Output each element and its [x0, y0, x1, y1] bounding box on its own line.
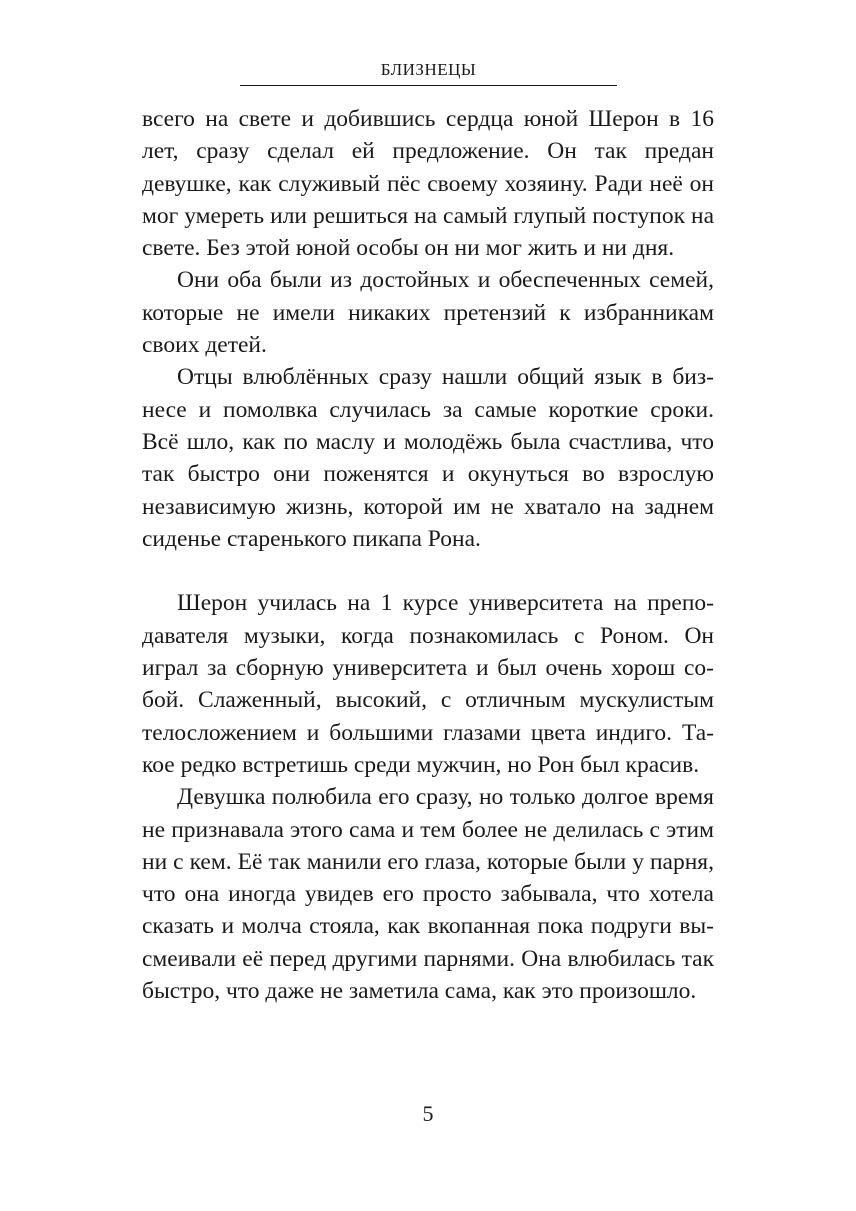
running-head: БЛИЗНЕЦЫ: [380, 60, 477, 79]
body-text: [142, 103, 714, 1007]
paragraph: Шерон училась на 1 курсе университета на преподавателя музыки, когда познакомилась с Роном. Он играл за сборную университета и был очень хорош собой. Слаженный, высокий, с отличным мускулистым телосложением и большими глазами цвета индиго. Такое редко встретишь среди мужчин, но Рон был красив.: [142, 590, 714, 778]
paragraph: Девушка полюбила его сразу, но только долгое время не признавала этого сама и тем более не делилась с этим ни с кем. Её так манили его глаза, которые были у парня, что она иногда увидев его просто забывала, что хотела сказать и молча стояла, как вкопанная пока подруги высмеивали её перед другими парнями. Она влюбилась так быстро, что даже не заметила сама, как это произошло.: [142, 784, 714, 1005]
page-number: 5: [422, 1101, 434, 1126]
paragraph: Отцы влюблённых сразу нашли общий язык в бизнесе и помолвка случилась за самые короткие сроки. Всё шло, как по маслу и молодёжь была счастлива, что так быстро они поженятся и окунуться во взрослую независимую жизнь, которой им не хватало на заднем сиденье старенького пикапа Рона.: [142, 364, 714, 552]
header-rule: [240, 85, 617, 86]
paragraph: всего на свете и добившись сердца юной Шерон в 16 лет, сразу сделал ей предложение. Он так предан девушке, как служивый пёс своему хозяину. Ради неё он мог умереть или решиться на самый глупый поступок на свете. Без этой юной особы он ни мог жить и ни дня.: [142, 106, 714, 262]
paragraph: Они оба были из достойных и обеспеченных семей, которые не имели никаких претензий к избранникам своих детей.: [142, 267, 714, 359]
section-break: [142, 555, 714, 587]
